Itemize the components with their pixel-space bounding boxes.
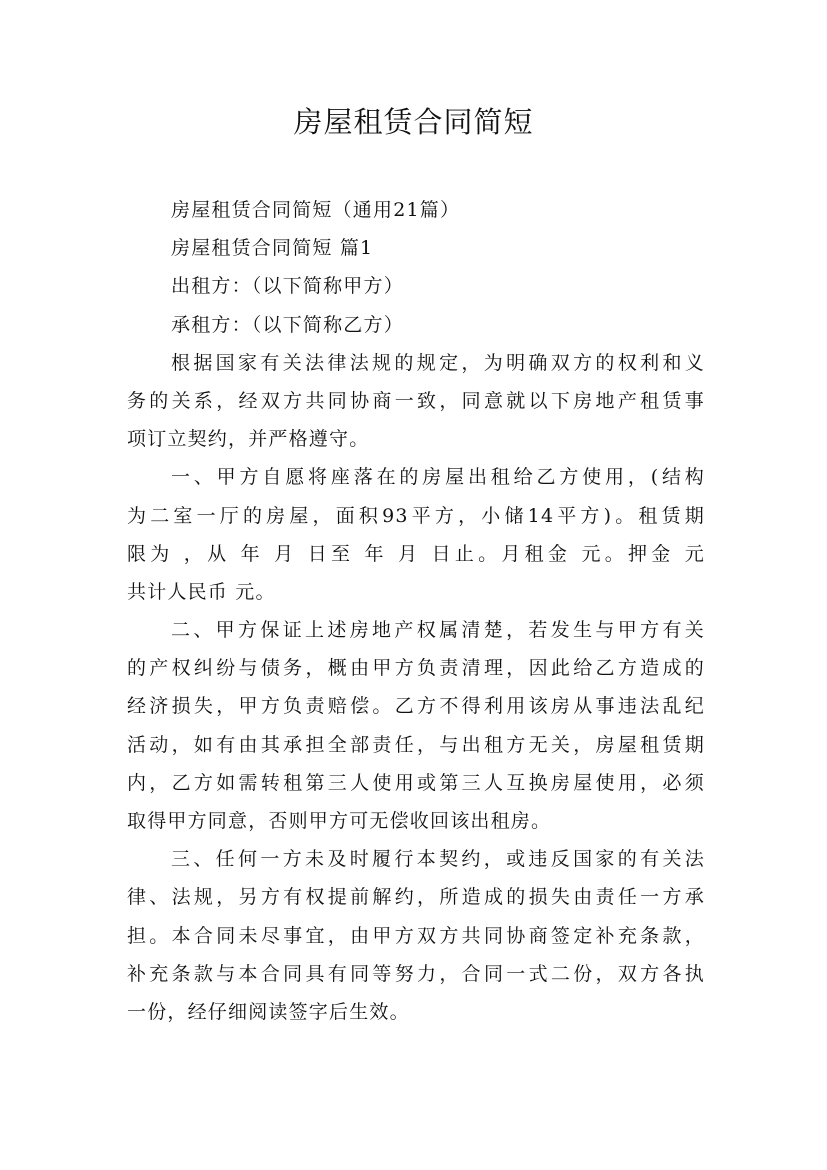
paragraph-line: 为二室一厅的房屋，面积93平方，小储14平方)。租赁期 bbox=[127, 504, 705, 527]
paragraph-line: 律、法规，另方有权提前解约，所造成的损失由责任一方承 bbox=[127, 886, 705, 909]
paragraph-line: 务的关系，经双方共同协商一致，同意就以下房地产租赁事 bbox=[127, 389, 705, 412]
document-body bbox=[127, 191, 705, 1031]
lessee-line: 承租方：（以下简称乙方） bbox=[171, 313, 404, 336]
paragraph-line: 内，乙方如需转租第三人使用或第三人互换房屋使用，必须 bbox=[127, 771, 705, 794]
paragraph-line: 三、任何一方未及时履行本契约，或违反国家的有关法 bbox=[171, 848, 705, 871]
paragraph-line: 二、甲方保证上述房地产权属清楚，若发生与甲方有关 bbox=[171, 619, 705, 642]
paragraph-line: 共计人民币 元。 bbox=[127, 580, 276, 603]
paragraph-line: 担。本合同未尽事宜，由甲方双方共同协商签定补充条款， bbox=[127, 924, 705, 947]
paragraph-line: 的产权纠纷与债务，概由甲方负责清理，因此给乙方造成的 bbox=[127, 657, 705, 680]
lessor-line: 出租方：（以下简称甲方） bbox=[171, 275, 404, 298]
document-title: 房屋租赁合同简短 bbox=[293, 105, 534, 139]
paragraph-line: 项订立契约，并严格遵守。 bbox=[127, 428, 370, 451]
paragraph-line: 根据国家有关法律法规的规定，为明确双方的权利和义 bbox=[171, 351, 705, 374]
paragraph-line: 经济损失，甲方负责赔偿。乙方不得利用该房从事违法乱纪 bbox=[127, 695, 705, 718]
paragraph-line: 补充条款与本合同具有同等努力，合同一式二份，双方各执 bbox=[127, 962, 705, 985]
paragraph-line: 一、甲方自愿将座落在的房屋出租给乙方使用，(结构 bbox=[171, 466, 705, 489]
paragraph-line: 一份，经仔细阅读签字后生效。 bbox=[127, 1000, 410, 1023]
subtitle-line: 房屋租赁合同简短（通用21篇） bbox=[171, 199, 461, 221]
paragraph-line: 限为 ，从 年 月 日至 年 月 日止。月租金 元。押金 元 bbox=[127, 542, 705, 565]
paragraph-line: 取得甲方同意，否则甲方可无偿收回该出租房。 bbox=[127, 810, 552, 832]
paragraph-line: 活动，如有由其承担全部责任，与出租方无关，房屋租赁期 bbox=[127, 733, 705, 756]
article-heading: 房屋租赁合同简短 篇1 bbox=[171, 237, 374, 260]
